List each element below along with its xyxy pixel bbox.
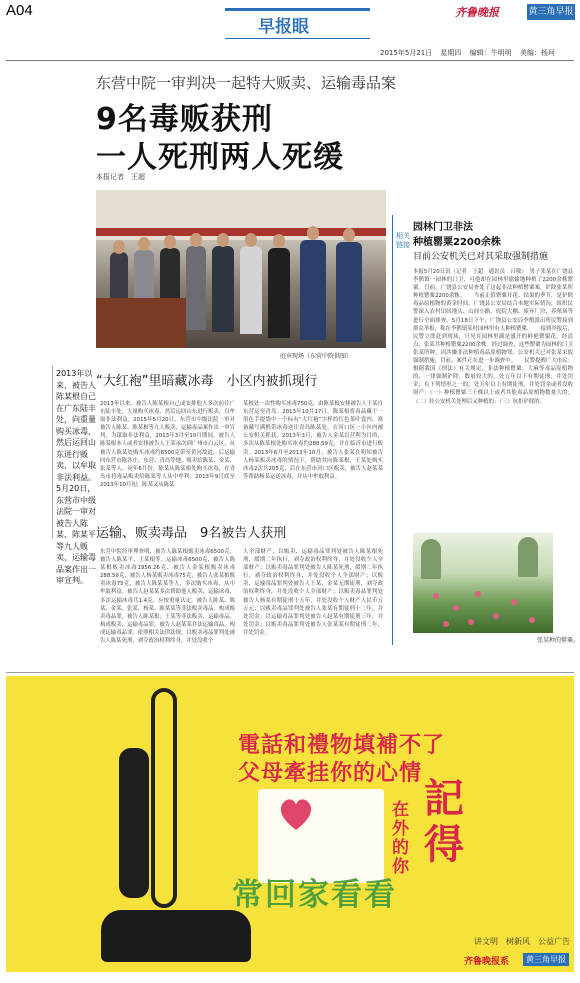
side-photo-caption: 张某种的罂粟。 [537,637,580,644]
courtroom-photo [96,190,386,348]
editor-credit: 编辑：牛明明 [469,49,512,57]
side-headline-line1: 园林门卫非法 [413,222,473,233]
ad-divider [6,672,574,673]
section-top-bar [225,8,370,11]
story-kicker: 东营中院一审判决一起特大贩卖、运输毒品案 [96,74,397,92]
subhead-second: 运输、贩卖毒品 9名被告人获刑 [96,526,287,541]
story-byline: 本报记者 王超 [96,173,145,181]
defendant-head [138,237,150,251]
poppy-flower [475,591,481,597]
story-headline-line2: 一人死刑两人死缓 [96,140,344,175]
phone-base [101,910,251,962]
story-headline-line1: 9名毒贩获刑 [96,102,273,137]
defendant-head [190,233,202,247]
poppy-flower [453,605,459,611]
story-summary: 2013年以来，被告人陈某根自己在广东陆丰处，向重量购买冰毒，然后运回山东进行贩卖，以牟取非法利益。5月20日，东营市中级法院一审对被告人陈某、陈某平等九人贩卖、运输毒品案作出一审宣判。 [56,369,96,585]
body-text-column: 某根处一次性购买冰毒750克，由陈某根安排被告人王某自东营运至青岛。2013年10月17日，陈某根将毒品藏于一黑色手提袋中一个标有“大红袍”字样的红色茶叶盒内，准备藏写满携带冰毒送往青岛陈某处，在河口区一小区内被公安机关抓获。2013年3月，被告人金某以营利为目的，多次从陈某根处购买冰毒约288.59克，并在临沂市进行贩卖。2013年6月至2013年10月，被告人张某在明知被告人杨某贩卖冰毒的情况下，帮助其向陈某根、王某处购买冰毒2次共205克，后在东营市河口区贩卖，被告人赵某某等帮助杨某运送冰毒，并从中牟取利益。 [243,401,383,480]
poppy-field-photo [413,533,553,633]
officer-head [343,228,355,242]
body-text-column: 东营中院经审理查明，被告人陈某根贩卖冰毒6500克，被告人陈某平、王某根等，运输冰毒6500克，被告人陈某根贩卖冰毒1956.26克，被告人金某根贩卖冰毒288.59克，被告人杨某贩卖冰毒75克，被告人张某根贩卖冰毒75克，被告人陈某某等人，多次购买冰毒，从中牟取利益。被告人赵某某多次帮助他人贩卖、运输冰毒，多次运输冰毒共1.4克，应按重量认定。被告人陈某、陈某、金某、张某、杨某、陈某某等非法贩卖毒品，构成贩卖毒品罪，被告人陈某根、王某等非法贩卖、运输毒品，构成贩卖、运输毒品罪，被告人赵某某非法运输毒品，构成运输毒品罪。依照相关法律法规，以贩卖毒品罪判处被告人陈某死刑，剥夺政治权利终身，并处没收个 [100,549,235,645]
officer-figure [300,240,326,340]
photo-caption: 庭审现场（东营中院供图） [280,353,353,360]
poppy-flower [443,621,449,627]
heart-icon [276,794,316,834]
phone-cord [151,688,177,908]
dock-railing [96,298,186,348]
side-subheadline: 目前公安机关已对其采取强制措施 [413,252,549,262]
defendant-figure [240,246,262,334]
ad-tagline: 常回家看看 [232,877,397,913]
ad-paper-logo: 齐鲁晚报系 [464,957,510,967]
left-column-rule [52,366,53,538]
defendant-head [273,234,285,248]
ad-headline-line1: 電話和禮物填補不了 [238,733,446,758]
defendant-figure [186,246,206,330]
defendant-figure [268,248,290,338]
photo-tree [518,537,538,577]
defendant-head [217,233,229,247]
related-link-label: 相关链接 [396,232,410,249]
ad-side-phrase: 在外的你 [392,800,409,877]
header-meta [380,48,561,58]
side-headline-line2: 种植罂粟2200余株 [413,237,501,248]
ad-paper-badge: 黄三角早报 [523,953,569,966]
defendant-figure [212,246,234,332]
paper-logo: 齐鲁晚报 [455,6,499,19]
body-text-column: 2013年以来，被告人陈某根自己或安排他人多次前往广东陆丰处，大量购买冰毒，然后运回山东进行贩卖，以牟取非法利益。2015年5月20日，东营市中级法院一审对被告人陈某、陈某根等九人贩卖、运输毒品案作出一审宣判。为谋取非法利益，2013年3月至10月期间，被告人陈某根本人或者安排被告人王某承次到广州市白云区，从被告人陈某处购买冰毒约6500克带至黄河故道，后运输回东营市陈各庄、东营、青岛等地，贩卖给陈某、金某、张某等人。同年6月份，陈某从陈某根处购买冰毒，在青岛市将毒品贩卖给陈某等人从中牟利。2013年9月底至2013年10月初，陈某又从陈某 [100,401,235,488]
section-underline [225,38,370,39]
defendant-head [245,233,257,247]
header-divider [6,60,574,61]
poppy-flower [529,617,535,623]
officer-figure [336,242,362,342]
poppy-flower [511,599,517,605]
ad-headline-line2: 父母牽挂你的心情 [238,761,423,786]
sidebar-rule [392,215,393,645]
phone-handset [119,748,149,898]
telephone-illustration [101,688,251,966]
issue-weekday: 星期四 [440,49,462,57]
poppy-flower [493,613,499,619]
photo-tree [421,539,441,579]
officer-head [307,226,319,240]
section-title: 早报眼 [258,17,309,37]
ad-side-emphasis: 記得 [424,776,464,868]
subhead-first: “大红袍”里暗藏冰毒 小区内被抓现行 [96,374,318,389]
defendant-head [113,240,125,254]
defendant-head [164,235,176,249]
poppy-flower [433,593,439,599]
body-text-column: 人全部财产；以贩卖、运输毒品罪判处被告人陈某根死刑，缓期二年执行，剥夺政治权利终身，并处没收个人全部财产；以贩卖毒品罪判处被告人陈某死刑，缓期二年执行，剥夺政治权利终身，并处没收个人全部财产；以贩卖、运输毒品罪判处被告人王某、金某无期徒刑，剥夺政治权利终身，并处没收个人全部财产；以贩卖毒品罪判处被告人杨某有期徒刑十五年，并处没收个人财产人民币五万元；以贩卖毒品罪判处被告人张某有期徒刑十二年，并处罚金；以运输毒品罪判处被告人赵某有期徒刑三年，并处罚金；以贩卖毒品罪判处被告人张某某有期徒刑二年，并处罚金。 [243,549,383,636]
designer-credit: 美编：杨珂 [519,49,555,57]
public-service-ad [6,676,574,972]
paper-badge: 黄三角早报 [527,4,575,20]
page-number: A04 [6,2,33,19]
poppy-flower [468,619,474,625]
issue-date: 2015年5月21日 [380,49,433,57]
side-body-text: 本报5月20日讯（记者 王超 通讯员 吕敬） 男子张某在广饶县李鹊镇一园林的门卫，可他却在园林里偷偷地种植了2200余株罂粟。日前，广饶县公安局查处了这起非法种植罂粟案，铲除张某所种植罂粟2200余株。 当前正值罂粟开花、结果的季节，是铲除毒品原植物的黄金时间。广饶县公安局结合本地实际情况，组织民警深入农村田间地头、山间小路、庭院大棚、废弃厂房、养殖场等进行全面排查。5月18日下午，广饶县公安局李鹊派出所民警接到群众举报，称在李鹊镇某村园林里有人种植罂粟。 接到举报后，民警立即赶到现场，只见在园林里满是盛开的鲜艳罂粟花。经清点，张某共种植罂粟2200余株。经过调查，这些罂粟为园林的门卫张某所种，因涉嫌非法种植毒品原植物罪，公安机关已对张某采取强制措施，目前，案件正在进一步调查中。 民警提醒广大市民：根据我国《刑法》有关规定，非法种植罂粟、大麻等毒品原植物的，一律强制铲除，数量较大的，处五年以下有期徒刑，并处罚金；有下列情形之一的，处五年以上有期徒刑，并处罚金或者没收财产：（一）种植罂粟三千株以上或者其他毒品原植物数量大的；（二）经公安机关处理后又种植的；（三）抗拒铲除的。 [413,269,573,405]
ad-slogan: 讲文明 树新风 公益广告 [474,937,570,946]
